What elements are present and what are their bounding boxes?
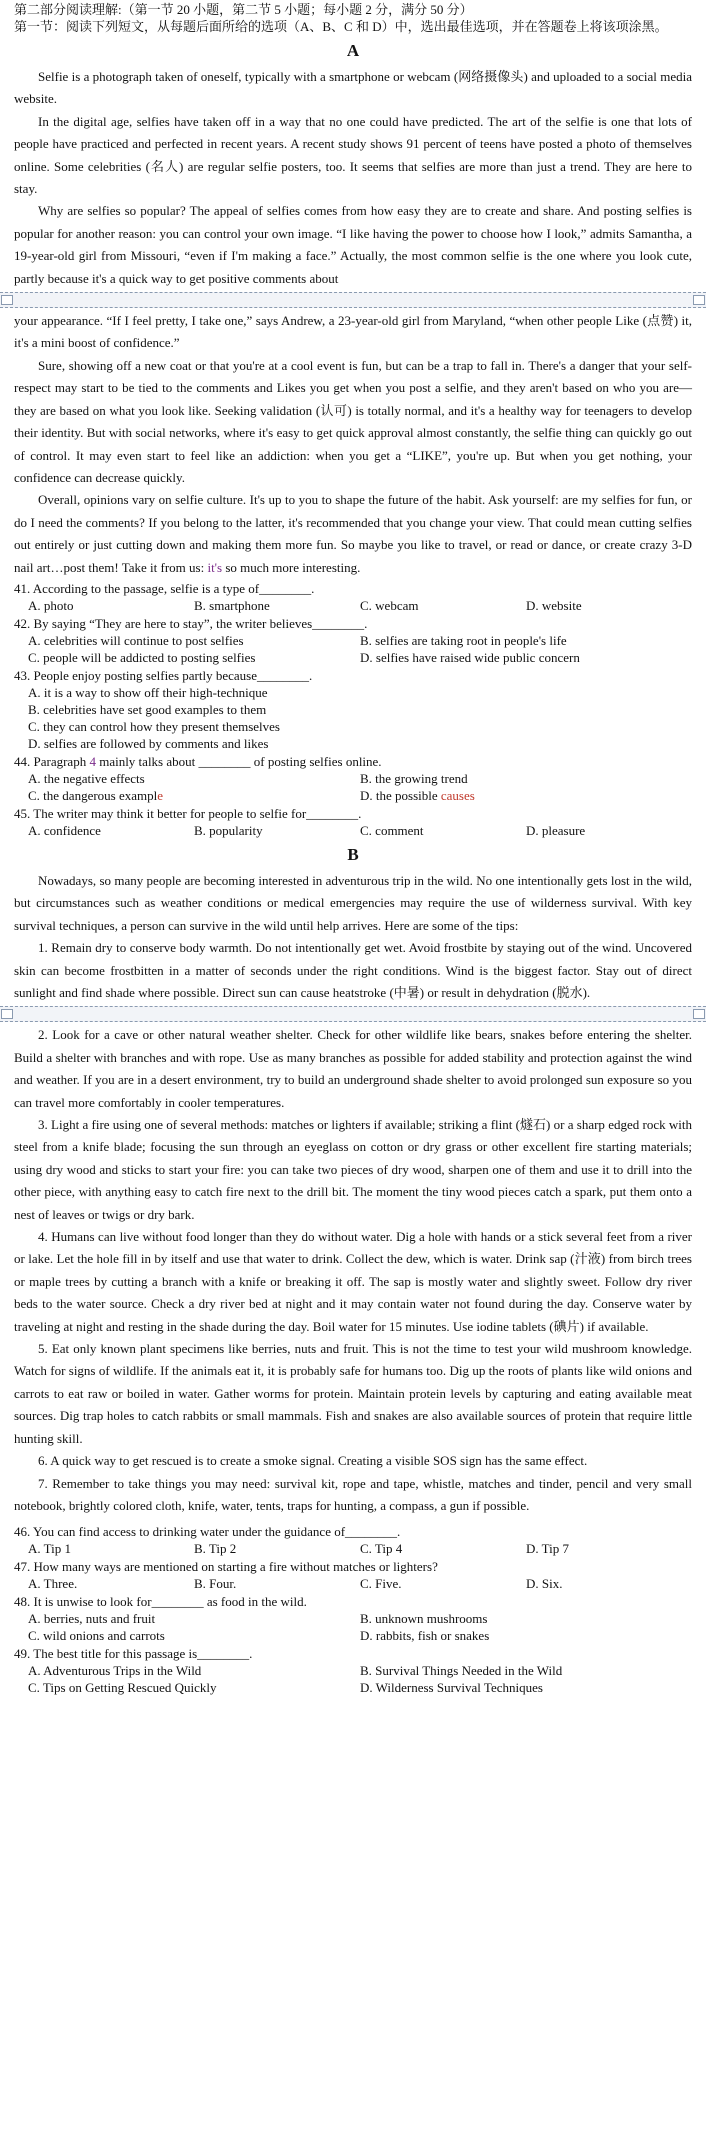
passage-b-tip-2: 2. Look for a cave or other natural weather shelter. Check for other wildlife like bears, snakes before entering the shelter. Build a shelter with branches and with rope. Use as many branches as possible for added stability and protection against the wind and weather. If you are in a desert environment, try to build an underground shade shelter to avoid prolonged sun exposure so you can travel more comfortably in cooler temperatures. xyxy=(14,1027,692,1110)
question-48-options-row-1 xyxy=(14,1610,692,1627)
question-44-stem-end: mainly talks about ________ of posting selfies online. xyxy=(95,753,382,769)
option-45-c[interactable]: C. comment xyxy=(360,822,424,838)
option-49-c[interactable]: C. Tips on Getting Rescued Quickly xyxy=(28,1680,217,1696)
question-41-options xyxy=(14,597,692,614)
option-44-c-text: C. the dangerous exampl xyxy=(28,787,158,803)
page-break-divider xyxy=(0,1006,706,1022)
question-49-options-row-2 xyxy=(14,1679,692,1696)
passage-a-paragraph-3-continued: your appearance. “If I feel pretty, I take one,” says Andrew, a 23-year-old girl from Maryland, “when other people Like (点赞) it, it's a mini boost of confidence.” xyxy=(14,313,692,351)
option-43-a[interactable]: A. it is a way to show off their high-technique xyxy=(28,684,268,700)
question-45: 45. The writer may think it better for people to selfie for________. xyxy=(14,805,362,821)
passage-a-p5-highlight: it's xyxy=(207,559,223,575)
passage-a-paragraph-3: Why are selfies so popular? The appeal of selfies comes from how easy they are to create and share. And posting selfies is popular for another reason: you can control your own image. “I like having the power to choose how I look,” admits Samantha, a 19-year-old girl from Missouri, “even if I'm making a face.” Actually, the most common selfie is the one where you look cute, partly because it's a quick way to get positive comments about xyxy=(14,203,692,286)
passage-a-paragraph-1: Selfie is a photograph taken of oneself, typically with a smartphone or webcam (网络摄像头) and uploaded to a social media website. xyxy=(14,69,692,107)
option-48-d[interactable]: D. rabbits, fish or snakes xyxy=(360,1628,490,1644)
option-42-d[interactable]: D. selfies have raised wide public concern xyxy=(360,649,580,665)
option-44-c[interactable] xyxy=(28,787,360,804)
passage-a-paragraph-4: Sure, showing off a new coat or that you're at a cool event is fun, but can be a trap to fall in. There's a danger that your self-respect may start to be tied to the comments and Likes you get when you post a selfie, and they aren't based on who you are—they are based on what you look like. Seeking validation (认可) is totally normal, and it's a healthy way for teenagers to develop their identity. But with social networks, where it's easy to get quick approval almost constantly, the selfie thing can quickly go out of control. It may even start to feel like an addiction: when you get a “LIKE”, you're up. But when you get nothing, your confidence can decrease quickly. xyxy=(14,357,692,485)
question-47-options xyxy=(14,1575,692,1592)
option-46-d[interactable]: D. Tip 7 xyxy=(526,1541,569,1557)
question-43-option-a-row xyxy=(14,684,692,701)
option-43-b[interactable]: B. celebrities have set good examples to them xyxy=(28,701,267,717)
question-43: 43. People enjoy posting selfies partly because________. xyxy=(14,667,313,683)
option-41-a[interactable]: A. photo xyxy=(28,597,74,613)
passage-a-p5-end: so much more interesting. xyxy=(222,559,361,575)
option-42-a[interactable]: A. celebrities will continue to post selfies xyxy=(28,632,244,648)
question-46: 46. You can find access to drinking water under the guidance of________. xyxy=(14,1524,401,1540)
option-43-d[interactable]: D. selfies are followed by comments and likes xyxy=(28,735,269,751)
question-42-options-row-2 xyxy=(14,649,692,666)
option-44-d[interactable] xyxy=(360,787,692,804)
option-41-b[interactable]: B. smartphone xyxy=(194,597,270,613)
passage-b-tip-6: 6. A quick way to get rescued is to create a smoke signal. Creating a visible SOS sign has the same effect. xyxy=(38,1453,588,1469)
section-instruction: 第一节：阅读下列短文，从每题后面所给的选项（A、B、C 和 D）中，选出最佳选项，并在答题卷上将该项涂黑。 xyxy=(14,19,668,34)
passage-a-label: A xyxy=(346,41,360,60)
option-44-d-text: D. the possible xyxy=(360,787,441,803)
question-47: 47. How many ways are mentioned on starting a fire without matches or lighters? xyxy=(14,1559,438,1575)
option-45-b[interactable]: B. popularity xyxy=(194,822,263,838)
passage-a-p5-text: Overall, opinions vary on selfie culture. It's up to you to shape the future of the habit. Ask yourself: are my selfies for fun, or do I need the comments? If you belong to the latter, it's recommended that you change your view. That could mean cutting selfies out entirely or just cutting down and making them more fun. So maybe you like to travel, or read or dance, or create crazy 3-D nail art…post them! Take it from us: xyxy=(14,492,692,575)
option-44-a[interactable]: A. the negative effects xyxy=(28,770,145,786)
option-41-d[interactable]: D. website xyxy=(526,597,582,613)
option-47-d[interactable]: D. Six. xyxy=(526,1576,563,1592)
option-45-a[interactable]: A. confidence xyxy=(28,822,101,838)
option-44-d-red: causes xyxy=(440,787,475,803)
passage-a-paragraph-2: In the digital age, selfies have taken off in a way that no one could have predicted. The art of the selfie is one that lots of people have practiced and perfected in recent years. A recent study shows 91 percent of teens have posted a photo of themselves online. Some celebrities (名人) are regular selfie posters, too. It seems that selfies are more than just a trend. They are here to stay. xyxy=(14,113,692,197)
question-49: 49. The best title for this passage is________. xyxy=(14,1646,253,1662)
option-48-b[interactable]: B. unknown mushrooms xyxy=(360,1611,488,1627)
question-43-option-b-row xyxy=(14,701,692,718)
option-46-a[interactable]: A. Tip 1 xyxy=(28,1541,71,1557)
passage-b-tip-1: 1. Remain dry to conserve body warmth. Do not intentionally get wet. Avoid frostbite by staying out of the wind. Uncovered skin can become frostbitten in a matter of seconds under the right conditions. Wind is the biggest factor. Stay out of direct sunlight and find shade where possible. Direct sun can cause heatstroke (中暑) or result in dehydration (脱水). xyxy=(14,940,692,1000)
question-48: 48. It is unwise to look for________ as food in the wild. xyxy=(14,1594,307,1610)
passage-b-tip-3: 3. Light a fire using one of several methods: matches or lighters if available; striking a flint (燧石) or a sharp edged rock with steel from a knife blade; focusing the sun through an eyeglass on cotton or dry grass or other excellent fire starting materials; using dry wood and sticks to start your fire: you can take two pieces of dry wood, sharpen one of them and use it to drill into the other piece, with anything easy to catch fire next to the drill bit. The moment the tiny wood pieces catch a spark, put them onto a nest of leaves or twigs or dry bark. xyxy=(14,1117,692,1222)
question-46-options xyxy=(14,1540,692,1557)
option-48-a[interactable]: A. berries, nuts and fruit xyxy=(28,1611,156,1627)
option-48-c[interactable]: C. wild onions and carrots xyxy=(28,1628,165,1644)
question-42-options-row-1 xyxy=(14,632,692,649)
page-break-divider xyxy=(0,292,706,308)
option-44-b[interactable]: B. the growing trend xyxy=(360,770,468,786)
option-42-b[interactable]: B. selfies are taking root in people's life xyxy=(360,632,567,648)
question-44-paragraph-number: 4 xyxy=(89,753,96,769)
question-43-option-c-row xyxy=(14,718,692,735)
option-44-c-red: e xyxy=(157,787,164,803)
part-header: 第二部分阅读理解:（第一节 20 小题，第二节 5 小题；每小题 2 分，满分 50 分） xyxy=(14,2,473,17)
question-43-option-d-row xyxy=(14,735,692,752)
question-49-options-row-1 xyxy=(14,1662,692,1679)
question-41: 41. According to the passage, selfie is a type of________. xyxy=(14,580,315,596)
question-44 xyxy=(14,753,692,770)
question-44-options-row-2 xyxy=(14,787,692,804)
option-49-b[interactable]: B. Survival Things Needed in the Wild xyxy=(360,1663,563,1679)
questions-a xyxy=(14,580,692,839)
option-47-b[interactable]: B. Four. xyxy=(194,1576,237,1592)
passage-b-label: B xyxy=(347,844,359,864)
passage-b-paragraph-1: Nowadays, so many people are becoming interested in adventurous trip in the wild. No one intentionally gets lost in the wild, but circumstances such as weather conditions or medical emergencies may require the use of wilderness survival. With key survival techniques, a person can survive in the wild until help arrives. Here are some of the tips: xyxy=(14,872,692,933)
passage-a-paragraph-5 xyxy=(14,489,692,579)
option-46-b[interactable]: B. Tip 2 xyxy=(194,1541,237,1557)
option-47-a[interactable]: A. Three. xyxy=(28,1576,78,1592)
option-42-c[interactable]: C. people will be addicted to posting selfies xyxy=(28,649,256,665)
option-45-d[interactable]: D. pleasure xyxy=(526,822,586,838)
question-48-options-row-2 xyxy=(14,1627,692,1644)
option-41-c[interactable]: C. webcam xyxy=(360,597,419,613)
option-49-a[interactable]: A. Adventurous Trips in the Wild xyxy=(28,1663,202,1679)
questions-b xyxy=(14,1523,692,1696)
option-46-c[interactable]: C. Tip 4 xyxy=(360,1541,403,1557)
question-44-options-row-1 xyxy=(14,770,692,787)
question-42: 42. By saying “They are here to stay”, the writer believes________. xyxy=(14,615,368,631)
question-44-stem-start: 44. Paragraph xyxy=(14,753,90,769)
passage-b-tip-4: 4. Humans can live without food longer than they do without water. Dig a hole with hands or a stick several feet from a river or lake. Let the hole fill in by itself and use that water to drink. Collect the dew, which is water. Drink sap (汁液) from birch trees or maple trees by cutting a branch with a knife or breaking it off. The sap is mostly water and slightly sweet. Follow dry river beds to the water source. Check a dry river bed at night and it may contain water not found during the day. Conserve water by traveling at night and resting in the shade during the day. Boil water for 15 minutes. Use iodine tablets (碘片) if available. xyxy=(14,1229,692,1334)
option-43-c[interactable]: C. they can control how they present themselves xyxy=(28,718,280,734)
option-47-c[interactable]: C. Five. xyxy=(360,1576,402,1592)
passage-b-tip-5: 5. Eat only known plant specimens like berries, nuts and fruit. This is not the time to test your wild mushroom knowledge. Watch for signs of wildlife. If the animals eat it, it is probably safe for humans too. Dig up the roots of plants like wild onions and carrots to eat raw or boiled in water. Gather worms for protein. Maintain protein levels by capturing and eating available meat sources. Dig trap holes to catch rabbits or small mammals. Fish and snakes are also available sources of protein that require little hunting skill. xyxy=(14,1341,692,1446)
option-49-d[interactable]: D. Wilderness Survival Techniques xyxy=(360,1680,543,1696)
passage-b-tip-7: 7. Remember to take things you may need: survival kit, rope and tape, whistle, matches and tinder, pencil and very small notebook, brightly colored cloth, knife, water, tents, traps for hunting, a compass, a gun if possible. xyxy=(14,1475,692,1513)
question-45-options xyxy=(14,822,692,839)
